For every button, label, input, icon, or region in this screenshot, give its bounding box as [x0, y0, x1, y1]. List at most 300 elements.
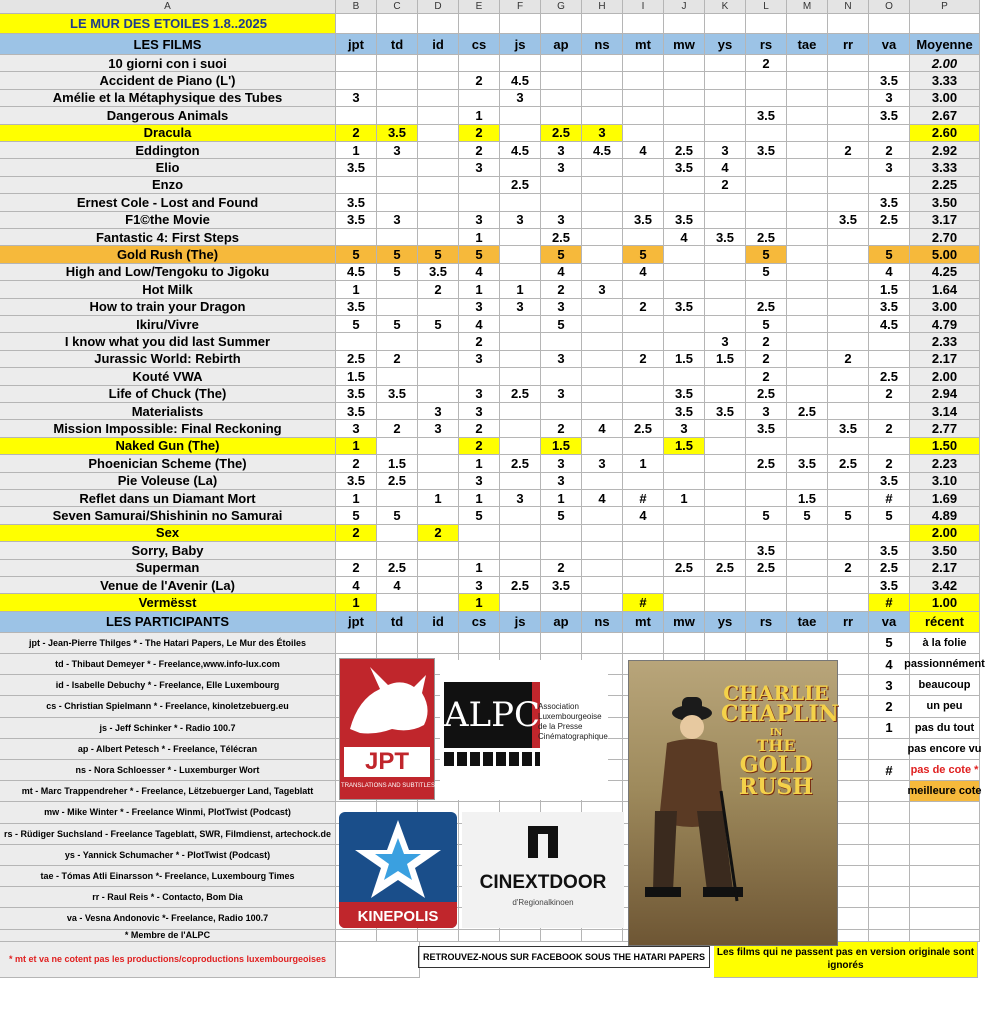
- score-cell[interactable]: [787, 194, 828, 211]
- score-cell[interactable]: [418, 560, 459, 577]
- score-cell[interactable]: [828, 107, 869, 124]
- score-cell[interactable]: 3: [582, 281, 623, 298]
- score-cell[interactable]: 2: [418, 525, 459, 542]
- column-header[interactable]: H: [582, 0, 623, 14]
- score-cell[interactable]: [582, 229, 623, 246]
- score-cell[interactable]: [746, 490, 787, 507]
- score-cell[interactable]: 4.5: [336, 264, 377, 281]
- score-cell[interactable]: 5: [541, 246, 582, 263]
- score-cell[interactable]: 4: [869, 264, 910, 281]
- score-cell[interactable]: [582, 246, 623, 263]
- score-cell[interactable]: [746, 473, 787, 490]
- score-cell[interactable]: 3: [541, 386, 582, 403]
- score-cell[interactable]: [582, 507, 623, 524]
- score-cell[interactable]: #: [623, 594, 664, 611]
- score-cell[interactable]: 2: [869, 142, 910, 159]
- score-cell[interactable]: 3: [664, 420, 705, 437]
- score-cell[interactable]: 1: [459, 490, 500, 507]
- score-cell[interactable]: 3: [541, 212, 582, 229]
- score-cell[interactable]: 3: [541, 455, 582, 472]
- score-cell[interactable]: [787, 229, 828, 246]
- score-cell[interactable]: 3: [459, 159, 500, 176]
- score-cell[interactable]: [377, 90, 418, 107]
- score-cell[interactable]: 3.5: [828, 212, 869, 229]
- score-cell[interactable]: 4: [623, 264, 664, 281]
- column-header[interactable]: D: [418, 0, 459, 14]
- score-cell[interactable]: 1: [336, 438, 377, 455]
- score-cell[interactable]: [500, 194, 541, 211]
- score-cell[interactable]: 2: [623, 351, 664, 368]
- score-cell[interactable]: 3: [377, 142, 418, 159]
- score-cell[interactable]: 5: [418, 246, 459, 263]
- score-cell[interactable]: 3: [541, 351, 582, 368]
- column-header[interactable]: M: [787, 0, 828, 14]
- score-cell[interactable]: 3.5: [746, 542, 787, 559]
- score-cell[interactable]: [705, 90, 746, 107]
- score-cell[interactable]: [541, 403, 582, 420]
- score-cell[interactable]: 3: [541, 142, 582, 159]
- score-cell[interactable]: 4: [459, 264, 500, 281]
- score-cell[interactable]: [500, 107, 541, 124]
- score-cell[interactable]: [418, 333, 459, 350]
- score-cell[interactable]: [541, 594, 582, 611]
- score-cell[interactable]: 2: [459, 125, 500, 142]
- score-cell[interactable]: 5: [459, 246, 500, 263]
- score-cell[interactable]: [705, 490, 746, 507]
- score-cell[interactable]: [582, 159, 623, 176]
- score-cell[interactable]: 3.5: [746, 107, 787, 124]
- score-cell[interactable]: [418, 72, 459, 89]
- score-cell[interactable]: 3.5: [336, 194, 377, 211]
- score-cell[interactable]: 2.5: [623, 420, 664, 437]
- score-cell[interactable]: [582, 368, 623, 385]
- score-cell[interactable]: [582, 316, 623, 333]
- score-cell[interactable]: 2.5: [500, 386, 541, 403]
- score-cell[interactable]: [828, 333, 869, 350]
- score-cell[interactable]: [336, 107, 377, 124]
- score-cell[interactable]: [377, 159, 418, 176]
- score-cell[interactable]: 1: [336, 142, 377, 159]
- score-cell[interactable]: [541, 333, 582, 350]
- score-cell[interactable]: 1.5: [664, 351, 705, 368]
- score-cell[interactable]: [582, 212, 623, 229]
- score-cell[interactable]: [418, 159, 459, 176]
- score-cell[interactable]: [705, 107, 746, 124]
- score-cell[interactable]: [541, 542, 582, 559]
- score-cell[interactable]: [664, 281, 705, 298]
- score-cell[interactable]: [787, 420, 828, 437]
- score-cell[interactable]: 2.5: [869, 212, 910, 229]
- score-cell[interactable]: 2.5: [746, 386, 787, 403]
- score-cell[interactable]: [582, 194, 623, 211]
- score-cell[interactable]: [582, 55, 623, 72]
- score-cell[interactable]: [705, 246, 746, 263]
- score-cell[interactable]: 1.5: [336, 368, 377, 385]
- score-cell[interactable]: [828, 316, 869, 333]
- score-cell[interactable]: [828, 229, 869, 246]
- score-cell[interactable]: [377, 333, 418, 350]
- score-cell[interactable]: 3: [541, 299, 582, 316]
- score-cell[interactable]: 1: [459, 594, 500, 611]
- score-cell[interactable]: 1: [541, 490, 582, 507]
- score-cell[interactable]: [869, 177, 910, 194]
- score-cell[interactable]: 4: [336, 577, 377, 594]
- score-cell[interactable]: 3.5: [869, 473, 910, 490]
- column-header[interactable]: F: [500, 0, 541, 14]
- score-cell[interactable]: [623, 194, 664, 211]
- score-cell[interactable]: [664, 177, 705, 194]
- score-cell[interactable]: 2: [746, 368, 787, 385]
- score-cell[interactable]: [705, 455, 746, 472]
- score-cell[interactable]: [746, 159, 787, 176]
- score-cell[interactable]: 3.5: [705, 403, 746, 420]
- score-cell[interactable]: [582, 264, 623, 281]
- score-cell[interactable]: [541, 177, 582, 194]
- score-cell[interactable]: 5: [377, 316, 418, 333]
- score-cell[interactable]: [828, 72, 869, 89]
- score-cell[interactable]: [623, 368, 664, 385]
- score-cell[interactable]: 2: [336, 525, 377, 542]
- score-cell[interactable]: 5: [459, 507, 500, 524]
- column-header[interactable]: E: [459, 0, 500, 14]
- score-cell[interactable]: 2: [459, 142, 500, 159]
- score-cell[interactable]: 3: [500, 90, 541, 107]
- column-header[interactable]: N: [828, 0, 869, 14]
- score-cell[interactable]: 4: [459, 316, 500, 333]
- score-cell[interactable]: [828, 90, 869, 107]
- score-cell[interactable]: [377, 490, 418, 507]
- score-cell[interactable]: [459, 90, 500, 107]
- score-cell[interactable]: [336, 542, 377, 559]
- score-cell[interactable]: 2.5: [541, 229, 582, 246]
- score-cell[interactable]: [787, 333, 828, 350]
- score-cell[interactable]: 2: [746, 55, 787, 72]
- score-cell[interactable]: [623, 125, 664, 142]
- score-cell[interactable]: [705, 594, 746, 611]
- score-cell[interactable]: [418, 351, 459, 368]
- score-cell[interactable]: 2.5: [500, 177, 541, 194]
- score-cell[interactable]: 3.5: [787, 455, 828, 472]
- score-cell[interactable]: [746, 212, 787, 229]
- score-cell[interactable]: [664, 542, 705, 559]
- score-cell[interactable]: [623, 107, 664, 124]
- score-cell[interactable]: [828, 577, 869, 594]
- score-cell[interactable]: 2: [828, 142, 869, 159]
- score-cell[interactable]: 2.5: [787, 403, 828, 420]
- score-cell[interactable]: 5: [377, 246, 418, 263]
- score-cell[interactable]: 2: [541, 560, 582, 577]
- score-cell[interactable]: [377, 438, 418, 455]
- score-cell[interactable]: 1.5: [377, 455, 418, 472]
- score-cell[interactable]: [377, 299, 418, 316]
- score-cell[interactable]: [746, 594, 787, 611]
- score-cell[interactable]: 2: [336, 560, 377, 577]
- score-cell[interactable]: [664, 125, 705, 142]
- score-cell[interactable]: [377, 229, 418, 246]
- score-cell[interactable]: 3.5: [705, 229, 746, 246]
- score-cell[interactable]: [459, 542, 500, 559]
- score-cell[interactable]: 3.5: [336, 159, 377, 176]
- score-cell[interactable]: [582, 525, 623, 542]
- column-header[interactable]: J: [664, 0, 705, 14]
- score-cell[interactable]: [705, 507, 746, 524]
- score-cell[interactable]: [664, 107, 705, 124]
- score-cell[interactable]: [664, 55, 705, 72]
- score-cell[interactable]: 2.5: [746, 229, 787, 246]
- score-cell[interactable]: 5: [787, 507, 828, 524]
- score-cell[interactable]: 5: [377, 507, 418, 524]
- score-cell[interactable]: [828, 194, 869, 211]
- score-cell[interactable]: [787, 177, 828, 194]
- score-cell[interactable]: 4.5: [500, 72, 541, 89]
- score-cell[interactable]: 1.5: [705, 351, 746, 368]
- score-cell[interactable]: [828, 299, 869, 316]
- score-cell[interactable]: [705, 473, 746, 490]
- score-cell[interactable]: [582, 560, 623, 577]
- score-cell[interactable]: [664, 72, 705, 89]
- score-cell[interactable]: [787, 246, 828, 263]
- score-cell[interactable]: [664, 525, 705, 542]
- score-cell[interactable]: [705, 386, 746, 403]
- score-cell[interactable]: [705, 299, 746, 316]
- score-cell[interactable]: [623, 525, 664, 542]
- score-cell[interactable]: 5: [336, 316, 377, 333]
- score-cell[interactable]: 3.5: [664, 403, 705, 420]
- score-cell[interactable]: 3.5: [336, 473, 377, 490]
- score-cell[interactable]: [541, 525, 582, 542]
- score-cell[interactable]: 1: [623, 455, 664, 472]
- score-cell[interactable]: 3.5: [336, 403, 377, 420]
- score-cell[interactable]: 4: [582, 490, 623, 507]
- score-cell[interactable]: 3.5: [377, 125, 418, 142]
- score-cell[interactable]: [377, 177, 418, 194]
- score-cell[interactable]: 3.5: [869, 299, 910, 316]
- score-cell[interactable]: 1: [664, 490, 705, 507]
- score-cell[interactable]: [336, 177, 377, 194]
- score-cell[interactable]: [418, 107, 459, 124]
- score-cell[interactable]: 2.5: [869, 560, 910, 577]
- score-cell[interactable]: [500, 125, 541, 142]
- score-cell[interactable]: [787, 72, 828, 89]
- score-cell[interactable]: 2: [541, 420, 582, 437]
- score-cell[interactable]: [582, 299, 623, 316]
- score-cell[interactable]: [459, 177, 500, 194]
- score-cell[interactable]: [787, 90, 828, 107]
- score-cell[interactable]: [418, 125, 459, 142]
- score-cell[interactable]: 2: [746, 333, 787, 350]
- score-cell[interactable]: 3: [459, 351, 500, 368]
- score-cell[interactable]: 3.5: [869, 107, 910, 124]
- score-cell[interactable]: [828, 542, 869, 559]
- score-cell[interactable]: 3: [746, 403, 787, 420]
- score-cell[interactable]: [787, 281, 828, 298]
- score-cell[interactable]: [500, 473, 541, 490]
- score-cell[interactable]: [623, 90, 664, 107]
- score-cell[interactable]: 3: [418, 420, 459, 437]
- score-cell[interactable]: #: [869, 594, 910, 611]
- score-cell[interactable]: [869, 351, 910, 368]
- score-cell[interactable]: 3: [459, 386, 500, 403]
- score-cell[interactable]: 1: [459, 560, 500, 577]
- score-cell[interactable]: [500, 403, 541, 420]
- score-cell[interactable]: [869, 333, 910, 350]
- score-cell[interactable]: [828, 525, 869, 542]
- score-cell[interactable]: 3: [459, 299, 500, 316]
- score-cell[interactable]: [869, 403, 910, 420]
- score-cell[interactable]: 2.5: [500, 577, 541, 594]
- score-cell[interactable]: [418, 473, 459, 490]
- score-cell[interactable]: [500, 438, 541, 455]
- score-cell[interactable]: [828, 281, 869, 298]
- column-header[interactable]: L: [746, 0, 787, 14]
- score-cell[interactable]: 3: [541, 159, 582, 176]
- score-cell[interactable]: [623, 542, 664, 559]
- score-cell[interactable]: 1.5: [541, 438, 582, 455]
- score-cell[interactable]: [664, 194, 705, 211]
- score-cell[interactable]: 5: [746, 246, 787, 263]
- score-cell[interactable]: [705, 525, 746, 542]
- score-cell[interactable]: 3.5: [336, 212, 377, 229]
- score-cell[interactable]: 5: [336, 246, 377, 263]
- score-cell[interactable]: 2: [336, 125, 377, 142]
- score-cell[interactable]: 5: [377, 264, 418, 281]
- score-cell[interactable]: 3: [336, 90, 377, 107]
- score-cell[interactable]: [787, 125, 828, 142]
- score-cell[interactable]: [746, 438, 787, 455]
- score-cell[interactable]: 2.5: [664, 560, 705, 577]
- score-cell[interactable]: 5: [336, 507, 377, 524]
- score-cell[interactable]: [582, 72, 623, 89]
- score-cell[interactable]: 3.5: [869, 72, 910, 89]
- score-cell[interactable]: [746, 72, 787, 89]
- score-cell[interactable]: 2.5: [828, 455, 869, 472]
- score-cell[interactable]: 1: [459, 229, 500, 246]
- score-cell[interactable]: [418, 299, 459, 316]
- score-cell[interactable]: [459, 55, 500, 72]
- score-cell[interactable]: 4: [664, 229, 705, 246]
- score-cell[interactable]: [869, 438, 910, 455]
- score-cell[interactable]: [500, 246, 541, 263]
- score-cell[interactable]: 2: [418, 281, 459, 298]
- score-cell[interactable]: 3.5: [377, 386, 418, 403]
- score-cell[interactable]: [828, 368, 869, 385]
- score-cell[interactable]: [664, 594, 705, 611]
- score-cell[interactable]: 3.5: [746, 142, 787, 159]
- score-cell[interactable]: [705, 55, 746, 72]
- score-cell[interactable]: 3: [705, 142, 746, 159]
- score-cell[interactable]: [418, 386, 459, 403]
- score-cell[interactable]: [705, 125, 746, 142]
- score-cell[interactable]: 3.5: [336, 386, 377, 403]
- score-cell[interactable]: [541, 107, 582, 124]
- score-cell[interactable]: [623, 229, 664, 246]
- score-cell[interactable]: 3: [459, 473, 500, 490]
- score-cell[interactable]: 2: [828, 351, 869, 368]
- score-cell[interactable]: [787, 264, 828, 281]
- score-cell[interactable]: [541, 194, 582, 211]
- score-cell[interactable]: [418, 212, 459, 229]
- score-cell[interactable]: 1: [459, 455, 500, 472]
- score-cell[interactable]: [623, 177, 664, 194]
- score-cell[interactable]: 3: [500, 490, 541, 507]
- score-cell[interactable]: [705, 577, 746, 594]
- column-header[interactable]: O: [869, 0, 910, 14]
- score-cell[interactable]: [418, 368, 459, 385]
- score-cell[interactable]: [664, 246, 705, 263]
- score-cell[interactable]: 3: [418, 403, 459, 420]
- score-cell[interactable]: [746, 90, 787, 107]
- score-cell[interactable]: [705, 542, 746, 559]
- score-cell[interactable]: 2.5: [869, 368, 910, 385]
- score-cell[interactable]: 3: [459, 403, 500, 420]
- score-cell[interactable]: 2: [377, 351, 418, 368]
- score-cell[interactable]: [623, 333, 664, 350]
- score-cell[interactable]: [623, 72, 664, 89]
- score-cell[interactable]: [336, 55, 377, 72]
- score-cell[interactable]: [705, 420, 746, 437]
- score-cell[interactable]: [828, 473, 869, 490]
- score-cell[interactable]: [664, 577, 705, 594]
- column-header[interactable]: C: [377, 0, 418, 14]
- score-cell[interactable]: [582, 107, 623, 124]
- score-cell[interactable]: 5: [746, 264, 787, 281]
- score-cell[interactable]: [664, 455, 705, 472]
- score-cell[interactable]: [500, 351, 541, 368]
- score-cell[interactable]: 3.5: [828, 420, 869, 437]
- score-cell[interactable]: 5: [746, 316, 787, 333]
- score-cell[interactable]: [787, 107, 828, 124]
- score-cell[interactable]: [582, 403, 623, 420]
- score-cell[interactable]: 1.5: [787, 490, 828, 507]
- score-cell[interactable]: [828, 125, 869, 142]
- score-cell[interactable]: [500, 594, 541, 611]
- score-cell[interactable]: [459, 525, 500, 542]
- score-cell[interactable]: [623, 55, 664, 72]
- score-cell[interactable]: 3.5: [746, 420, 787, 437]
- score-cell[interactable]: [828, 403, 869, 420]
- score-cell[interactable]: [623, 403, 664, 420]
- score-cell[interactable]: [869, 229, 910, 246]
- score-cell[interactable]: [418, 55, 459, 72]
- score-cell[interactable]: [787, 351, 828, 368]
- column-header[interactable]: B: [336, 0, 377, 14]
- score-cell[interactable]: [869, 525, 910, 542]
- score-cell[interactable]: 2: [377, 420, 418, 437]
- score-cell[interactable]: #: [623, 490, 664, 507]
- score-cell[interactable]: 1: [459, 107, 500, 124]
- score-cell[interactable]: 4: [582, 420, 623, 437]
- score-cell[interactable]: 1.5: [869, 281, 910, 298]
- score-cell[interactable]: 2: [746, 351, 787, 368]
- score-cell[interactable]: [828, 159, 869, 176]
- score-cell[interactable]: [377, 107, 418, 124]
- score-cell[interactable]: [787, 438, 828, 455]
- score-cell[interactable]: 2: [623, 299, 664, 316]
- score-cell[interactable]: [828, 438, 869, 455]
- score-cell[interactable]: 2.5: [500, 455, 541, 472]
- score-cell[interactable]: [787, 55, 828, 72]
- score-cell[interactable]: [787, 212, 828, 229]
- score-cell[interactable]: 5: [869, 507, 910, 524]
- score-cell[interactable]: 1: [336, 281, 377, 298]
- score-cell[interactable]: 2: [459, 420, 500, 437]
- score-cell[interactable]: [828, 386, 869, 403]
- score-cell[interactable]: [582, 386, 623, 403]
- column-header[interactable]: K: [705, 0, 746, 14]
- score-cell[interactable]: [623, 560, 664, 577]
- score-cell[interactable]: [746, 194, 787, 211]
- score-cell[interactable]: [459, 194, 500, 211]
